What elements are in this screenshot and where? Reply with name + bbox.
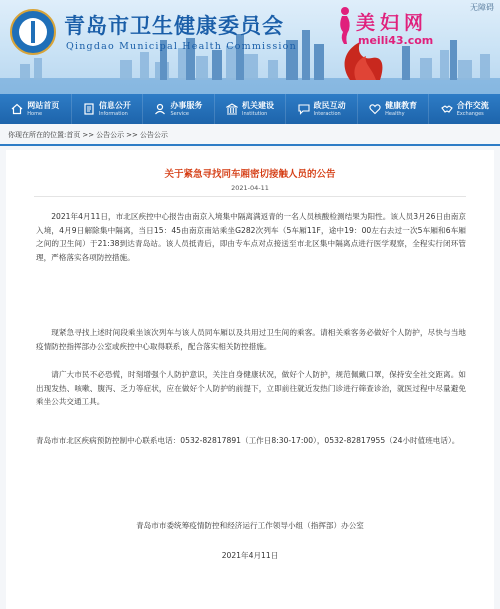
site-subtitle: Qingdao Municipal Health Commission (66, 41, 297, 52)
breadcrumb (0, 128, 500, 142)
site-title: 青岛市卫生健康委员会 (64, 13, 284, 38)
main-nav (0, 94, 500, 124)
nav-item-healthy[interactable] (358, 94, 430, 124)
nav-label: 网站首页 (27, 100, 60, 110)
nav-label: 机关建设 (242, 100, 275, 110)
nav-sublabel: Service (170, 110, 189, 117)
site-header (0, 0, 500, 94)
service-icon (154, 103, 166, 115)
article-title-divider (34, 196, 466, 197)
breadcrumb-separator: >> (126, 131, 138, 139)
breadcrumb-separator: >> (82, 131, 95, 139)
home-icon (11, 103, 23, 115)
building-icon (226, 103, 238, 115)
nav-sublabel: Exchanges (456, 110, 484, 117)
nav-sublabel: Institution (242, 110, 268, 117)
breadcrumb-prefix: 你现在所在的位置: (8, 131, 67, 139)
health-commission-emblem-icon (10, 9, 56, 55)
nav-sublabel: Information (98, 110, 128, 117)
breadcrumb-divider (0, 144, 500, 146)
nav-sublabel: Interaction (313, 110, 341, 117)
nav-sublabel: Home (27, 110, 43, 117)
nav-item-interaction[interactable] (286, 94, 358, 124)
nav-item-service[interactable] (143, 94, 215, 124)
nav-item-institution[interactable] (215, 94, 287, 124)
nav-item-information[interactable] (72, 94, 144, 124)
article-signature: 青岛市市委统筹疫情防控和经济运行工作领导小组（指挥部）办公室 (136, 521, 364, 530)
article-paragraph: 2021年4月11日，市北区疾控中心报告由南京入境集中隔离满返青的一名人员核酸检测结果为阳性。该人员3月26日由南京入境，4月9日解除集中隔离，当日15：45由南京南站乘坐G282次列车（5车厢11F，途中19：00左右去过一次5车厢和6车厢之间的卫生间）于21:38到达青岛站。该人员抵青后，即由专车点对点接送至市北区集中隔离点进行医学观察，全程实行闭环管理，严格落实各项防控措施。 (36, 212, 466, 262)
breadcrumb-link-home[interactable]: 首页 (66, 131, 81, 139)
nav-label: 信息公开 (98, 100, 131, 110)
nav-label: 政民互动 (313, 100, 346, 110)
article-signature-date: 2021年4月11日 (221, 551, 279, 560)
article-paragraph: 现紧急寻找上述时间段乘坐该次列车与该人员同车厢以及共用过卫生间的乘客。请相关乘客务必做好个人防护，尽快与当地疫情防控指挥部办公室或疾控中心取得联系，配合落实相关防控措施。 (36, 328, 466, 351)
watermark-figure-icon (336, 6, 352, 44)
nav-label: 健康教育 (385, 100, 418, 110)
breadcrumb-link-notice[interactable]: 公告公示 (96, 131, 125, 139)
chat-icon (298, 103, 310, 115)
nav-item-exchanges[interactable] (429, 94, 500, 124)
watermark-name: 美妇网 (356, 12, 429, 34)
article-paragraph: 请广大市民不必恐慌，时刻增强个人防护意识，关注自身健康状况，做好个人防护，规范佩戴口罩，保持安全社交距离。如出现发热、咳嗽、腹泻、乏力等症状，应在做好个人防护的前提下，立即前往就近发热门诊进行筛查诊治，就医过程中尽量避免乘坐公共交通工具。 (36, 370, 466, 407)
nav-sublabel: Healthy (385, 110, 405, 117)
heart-icon (369, 103, 381, 115)
article-title: 关于紧急寻找同车厢密切接触人员的公告 (164, 169, 336, 180)
document-icon (83, 103, 95, 115)
breadcrumb-link-notice-current[interactable]: 公告公示 (139, 131, 168, 139)
article-contact-paragraph: 青岛市市北区疾病预防控制中心联系电话：0532-82817891（工作日8:30-17:00），0532-82817955（24小时值班电话）。 (36, 436, 460, 445)
article-date: 2021-04-11 (231, 184, 269, 192)
nav-label: 合作交流 (456, 100, 489, 110)
nav-item-home[interactable] (0, 94, 72, 124)
handshake-icon (441, 103, 453, 115)
accessibility-link[interactable]: 无障碍 (470, 3, 494, 12)
watermark-domain: meili43.com (358, 34, 434, 47)
nav-label: 办事服务 (170, 100, 203, 110)
article-panel (6, 150, 494, 609)
